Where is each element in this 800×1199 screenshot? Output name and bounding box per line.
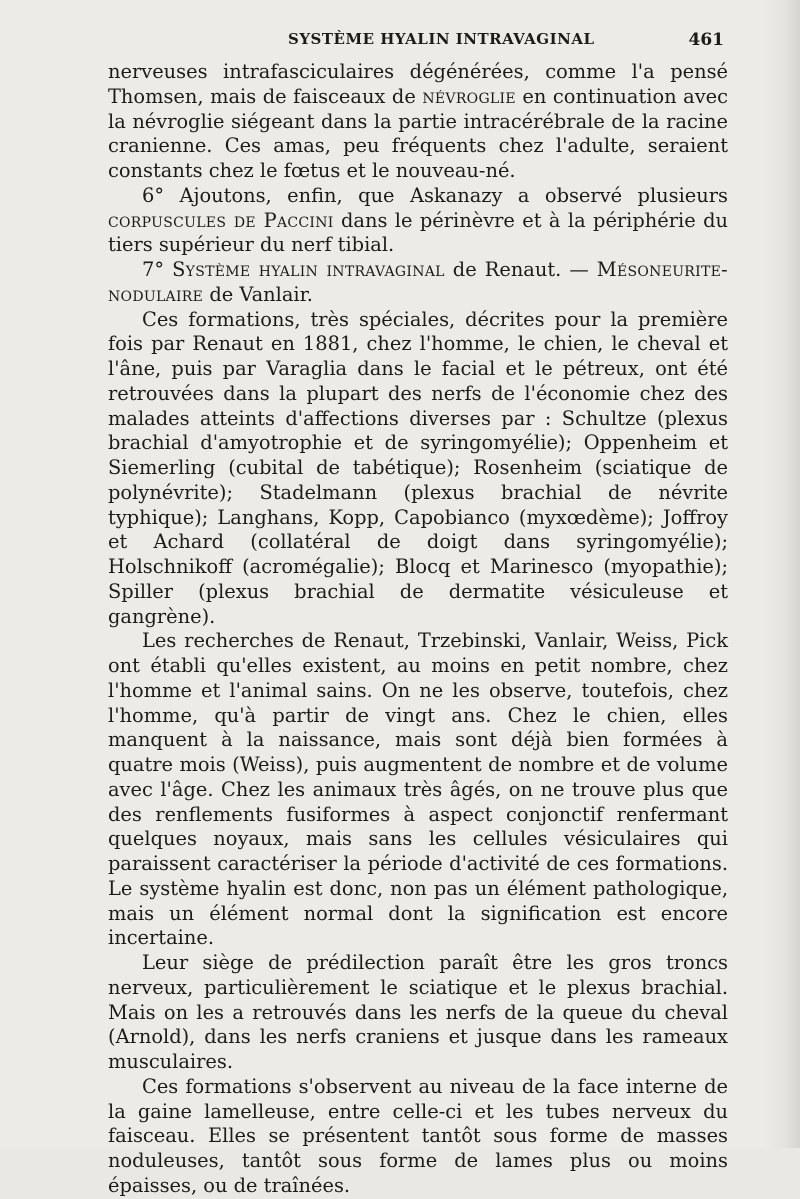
paragraph-2-text-b: dans le périnèvre et à la périphérie du tiers supérieur du nerf tibial. xyxy=(108,208,728,257)
paragraph-1-text-b: en continuation avec la névroglie siégeant dans la partie intracérébrale de la racine cranienne. Ces amas, peu fréquents chez l'adulte, seraient constants chez le fœtus et le nouveau-né. xyxy=(108,84,729,182)
section-heading-text: de Renaut. — xyxy=(444,258,597,281)
section-number: 7° xyxy=(142,258,173,281)
term-corpuscules-paccini: corpuscules de Paccini xyxy=(108,208,334,232)
term-nevroglie: névroglie xyxy=(422,84,516,108)
paragraph-1-text-a: nerveuses intrafasciculaires dégénérées, comme l'a pensé Thomsen, mais de faisceaux de xyxy=(108,60,728,108)
body-text xyxy=(108,60,728,1199)
paragraph-2 xyxy=(108,184,728,258)
section-heading-7 xyxy=(108,258,728,308)
section-heading-tail: de Vanlair. xyxy=(203,282,313,306)
term-systeme-hyalin: Système hyalin intravaginal xyxy=(172,258,445,281)
paragraph-5: Les recherches de Renaut, Trzebinski, Vanlair, Weiss, Pick ont établi qu'elles existent, au moins en petit nombre, chez l'homme et l'animal sains. On ne les observe, toutefois, chez l'homme, qu'à partir de vingt ans. Chez le chien, elles manquent à la naissance, mais sont déjà bien formées à quatre mois (Weiss), puis augmentent de nombre et de volume avec l'âge. Chez les animaux très âgés, on ne trouve plus que des renflements fusiformes à aspect conjonctif renfermant quelques noyaux, mais sans les cellules vésiculaires qui paraissent caractériser la période d'activité de ces formations. Le système hyalin est donc, non pas un élément pathologique, mais un élément normal dont la signification est encore incertaine. xyxy=(108,629,728,950)
page-edge-shadow xyxy=(764,0,800,1148)
paragraph-1 xyxy=(108,60,728,184)
page-number: 461 xyxy=(688,30,724,50)
paragraph-6: Leur siège de prédilection paraît être les gros troncs nerveux, particulièrement le sciatique et le plexus brachial. Mais on les a retrouvés dans les nerfs de la queue du cheval (Arnold), dans les nerfs craniens et jusque dans les rameaux musculaires. xyxy=(108,951,728,1073)
paragraph-7: Ces formations s'observent au niveau de la face interne de la gaine lamelleuse, entre celle-ci et les tubes nerveux du faisceau. Elles se présentent tantôt sous forme de masses noduleuses, tantôt sous forme de lames plus ou moins épaisses, ou de traînées. xyxy=(108,1074,728,1197)
page-header xyxy=(108,30,724,54)
running-title: SYSTÈME HYALIN INTRAVAGINAL xyxy=(288,30,595,48)
paragraph-2-text-a: 6° Ajoutons, enfin, que Askanazy a observé plusieurs xyxy=(142,183,728,207)
term-mesoneurite: Mésoneurite-nodulaire xyxy=(108,258,728,306)
paragraph-4: Ces formations, très spéciales, décrites pour la première fois par Renaut en 1881, chez l'homme, le chien, le cheval et l'âne, puis par Varaglia dans le facial et le pétreux, ont été retrouvées dans la plupart des nerfs de l'économie chez des malades atteints d'affections diverses par : Schultze (plexus brachial d'amyotrophie et de syringomyélie); Oppenheim et Siemerling (cubital de tabétique); Rosenheim (sciatique de polynévrite); Stadelmann (plexus brachial de névrite typhique); Langhans, Kopp, Capobianco (myxœdème); Joffroy et Achard (collatéral de doigt dans syringomyélie); Holschnikoff (acromégalie); Blocq et Marinesco (myopathie); Spiller (plexus brachial de dermatite vésiculeuse et gangrène). xyxy=(108,307,728,628)
